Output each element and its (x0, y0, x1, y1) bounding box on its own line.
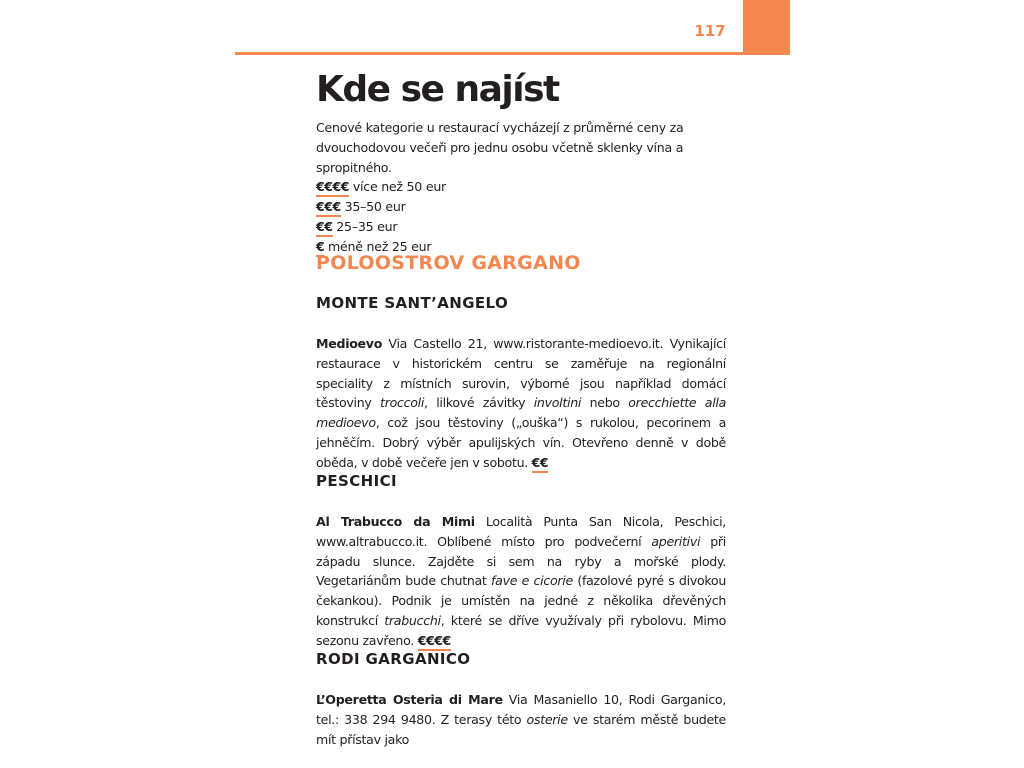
entry-text: , což jsou těstoviny („ouška“) s rukolou, pecorinem a jehněčím. Dobrý výběr apulijských vín. Otevřeno denně v době oběda, v době večeře jen v sobotu. (316, 415, 726, 470)
restaurant-entry (316, 690, 726, 749)
restaurant-name: Al Trabucco da Mimi (316, 514, 475, 529)
page-title: Kde se najíst (316, 69, 559, 110)
price-label: 25–35 eur (336, 218, 398, 234)
price-symbol: € (316, 239, 324, 257)
entry-text: Via Masaniello 10, Rodi Garganico, tel.: 338 294 9480. Z terasy této (316, 692, 726, 727)
entry-italic: troccoli (380, 395, 425, 411)
entry-text: Via Castello 21, www.ristorante-medioevo.it. Vynikající restaurace v historickém centru se zaměřuje na regionální speciality z místních surovin, výborné jsou například domácí těstoviny (316, 336, 726, 411)
entry-text: ve starém městě budete mít přístav jako (316, 711, 726, 747)
restaurant-name: L’Operetta Osteria di Mare (316, 692, 503, 707)
intro-text: Cenové kategorie u restaurací vycházejí z průměrné ceny za dvouchodovou večeři pro jednu osobu včetně sklenky vína a spropitného. (316, 120, 684, 175)
town-heading: MONTE SANT’ANGELO (316, 294, 509, 312)
intro-block (316, 118, 726, 257)
entry-text: nebo (581, 395, 629, 411)
entry-text: , lilkové závitky (424, 395, 534, 411)
entry-text: při západu slunce. Zajděte si sem na ryby a mořské plody. Vegetariánům bude chutnat (316, 533, 726, 589)
price-label: méně než 25 eur (328, 238, 432, 254)
town-heading: RODI GARGANICO (316, 650, 471, 668)
price-label: 35–50 eur (344, 199, 406, 215)
entry-italic: orecchiette alla medioevo (316, 395, 727, 431)
price-category (316, 197, 726, 217)
price-category (316, 177, 726, 197)
price-label: více než 50 eur (352, 179, 446, 195)
entry-italic: fave e cicorie (491, 573, 573, 589)
page-corner-tab (743, 0, 790, 55)
entry-text: , které se dříve využívaly při rybolovu. Mimo sezonu zavřeno. (316, 612, 726, 648)
restaurant-entry (316, 334, 726, 473)
entry-italic: trabucchi (384, 612, 441, 628)
page-number: 117 (694, 22, 726, 40)
entry-italic: aperitivi (651, 533, 701, 549)
price-symbol: €€ (316, 219, 333, 237)
restaurant-entry (316, 512, 726, 651)
price-symbol: €€€ (316, 199, 341, 217)
entry-italic: involtini (533, 395, 582, 411)
price-symbol: €€€€ (316, 179, 349, 197)
header-rule (235, 52, 790, 55)
entry-italic: osterie (526, 711, 568, 727)
section-title: POLOOSTROV GARGANO (316, 252, 581, 274)
price-symbol: €€€€ (418, 633, 451, 651)
price-symbol: €€ (532, 455, 549, 473)
town-heading: PESCHICI (316, 472, 397, 490)
entry-text: Località Punta San Nicola, Peschici, www.altrabucco.it. Oblíbené místo pro podvečerní (316, 514, 726, 549)
price-category (316, 217, 726, 237)
restaurant-name: Medioevo (316, 336, 383, 351)
entry-text: (fazolové pyré s divokou čekankou). Podnik je umístěn na jedné z několika dřevěných konstrukcí (316, 573, 727, 628)
